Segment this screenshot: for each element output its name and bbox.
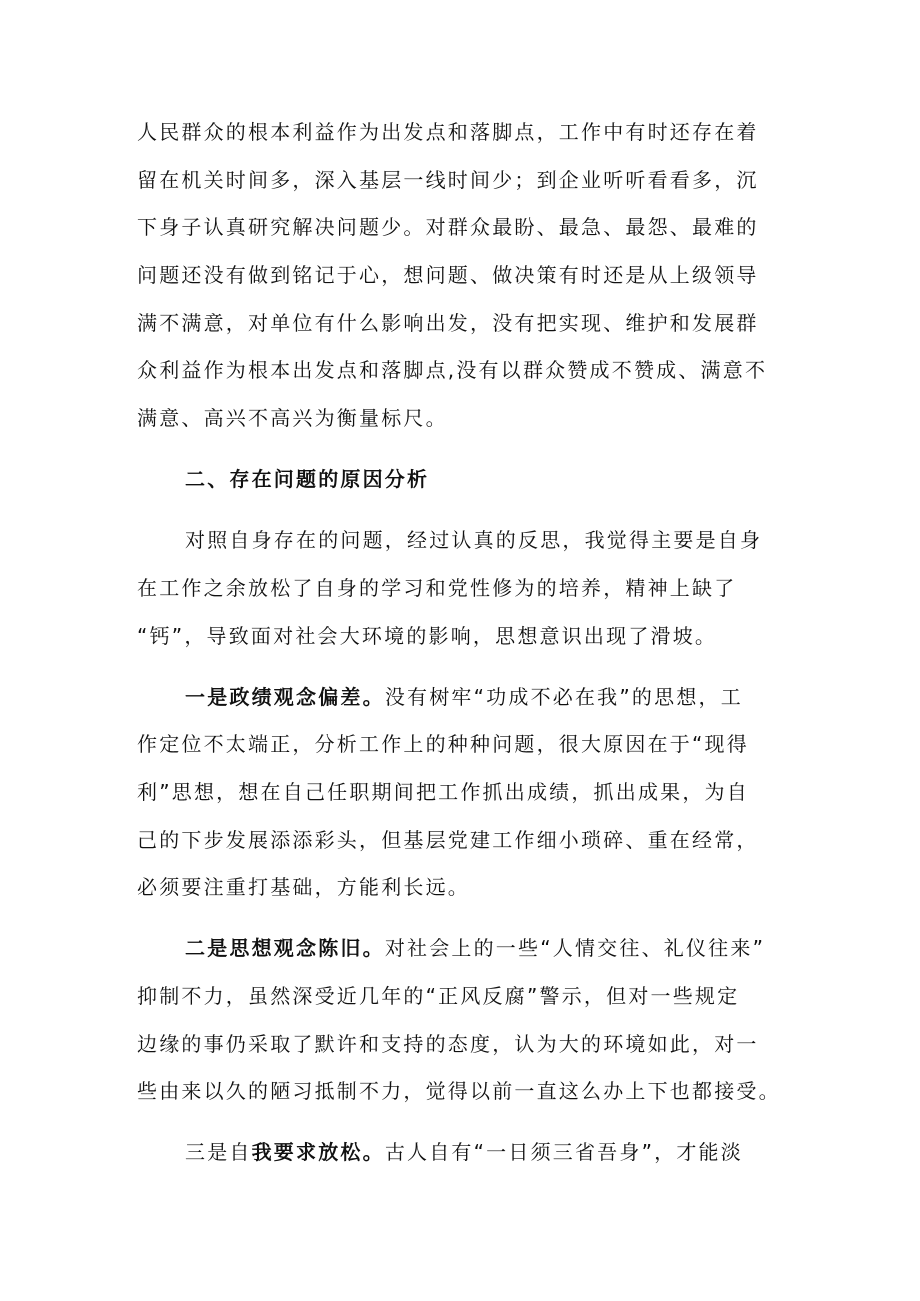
paragraph-2-line-3: “钙”，导致面对社会大环境的影响，思想意识出现了滑坡。 — [137, 624, 718, 648]
paragraph-4-line-1 — [185, 934, 765, 962]
paragraph-5-rest: 古人自有“一日须三省吾身”，才能淡 — [384, 1140, 743, 1164]
paragraph-2-line-1: 对照自身存在的问题，经过认真的反思，我觉得主要是自身 — [185, 528, 763, 552]
paragraph-1-line-3: 下身子认真研究解决问题少。对群众最盼、最急、最怨、最难的 — [137, 215, 759, 239]
paragraph-4-lead: 二是思想观念陈旧。 — [185, 936, 385, 960]
paragraph-2-line-2: 在工作之余放松了自身的学习和党性修为的培养，精神上缺了 — [137, 576, 737, 600]
paragraph-3-lead: 一是政绩观念偏差。 — [185, 685, 385, 709]
paragraph-3-line-3: 利”思想，想在自己任职期间把工作抓出成绩，抓出成果，为自 — [137, 780, 749, 804]
paragraph-1-line-1: 人民群众的根本利益作为出发点和落脚点，工作中有时还存在着 — [137, 120, 759, 144]
paragraph-1-line-6: 众利益作为根本出发点和落脚点,没有以群众赞成不赞成、满意不 — [137, 358, 768, 382]
paragraph-3-line-4: 己的下步发展添添彩头，但基层党建工作细小琐碎、重在经常， — [137, 828, 759, 852]
paragraph-4-line-4: 些由来以久的陋习抵制不力，觉得以前一直这么办上下也都接受。 — [137, 1079, 781, 1103]
paragraph-3-line-1 — [185, 683, 743, 711]
paragraph-1-line-7: 满意、高兴不高兴为衡量标尺。 — [137, 406, 448, 430]
paragraph-5-line-1 — [185, 1138, 743, 1166]
paragraph-1-line-4: 问题还没有做到铭记于心，想问题、做决策有时还是从上级领导 — [137, 263, 759, 287]
paragraph-1-line-5: 满不满意，对单位有什么影响出发，没有把实现、维护和发展群 — [137, 311, 759, 335]
paragraph-5-lead-plain: 三是自 — [185, 1140, 252, 1164]
paragraph-1-line-2: 留在机关时间多，深入基层一线时间少；到企业听听看看多，沉 — [137, 168, 759, 192]
section-heading: 二、存在问题的原因分析 — [185, 467, 430, 491]
paragraph-4-line-2: 抑制不力，虽然深受近几年的“正风反腐”警示，但对一些规定 — [137, 984, 740, 1008]
paragraph-3-first-rest: 没有树牢“功成不必在我”的思想，工 — [384, 685, 743, 709]
paragraph-3-line-5: 必须要注重打基础，方能利长远。 — [137, 875, 470, 899]
paragraph-4-first-rest: 对社会上的一些“人情交往、礼仪往来” — [384, 936, 766, 960]
paragraph-5-lead-bold: 我要求放松。 — [251, 1140, 385, 1164]
paragraph-3-line-2: 作定位不太端正，分析工作上的种种问题，很大原因在于“现得 — [137, 732, 749, 756]
paragraph-4-line-3: 边缘的事仍采取了默许和支持的态度，认为大的环境如此，对一 — [137, 1032, 759, 1056]
